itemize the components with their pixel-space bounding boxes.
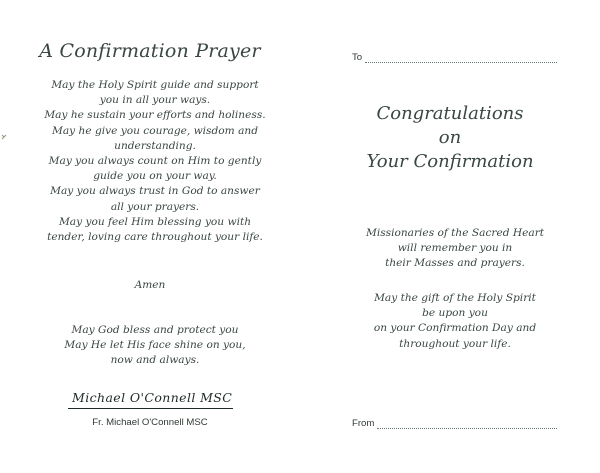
gift-line: be upon you xyxy=(422,307,488,320)
gift-line: on your Confirmation Day and xyxy=(373,322,537,335)
from-dotted-line xyxy=(377,420,557,429)
blessing-line: now and always. xyxy=(110,354,200,367)
to-label: To xyxy=(352,52,363,63)
heading-line: on xyxy=(438,127,462,148)
prayer-title: A Confirmation Prayer xyxy=(39,40,261,62)
signature-handwriting: Michael O'Connell MSC xyxy=(72,390,233,405)
prayer-text xyxy=(40,78,270,245)
missionaries-line: will remember you in xyxy=(397,242,513,255)
gift-text xyxy=(340,291,570,352)
greeting-panel xyxy=(300,0,600,473)
heading-line: Your Confirmation xyxy=(366,151,534,172)
to-field xyxy=(352,52,557,63)
signature xyxy=(68,388,238,414)
margin-mark xyxy=(1,134,7,140)
prayer-line: understanding. xyxy=(114,139,196,152)
congratulations-heading xyxy=(300,102,600,174)
amen-text: Amen xyxy=(134,279,166,291)
prayer-line: guide you on your way. xyxy=(93,170,217,183)
signature-line xyxy=(68,408,233,409)
from-label: From xyxy=(352,418,375,429)
prayer-line: May he sustain your efforts and holiness. xyxy=(44,109,266,122)
from-field xyxy=(352,418,557,429)
prayer-line: all your prayers. xyxy=(110,200,200,213)
prayer-line: tender, loving care throughout your life. xyxy=(47,231,263,244)
blessing-text xyxy=(40,323,270,369)
to-dotted-line xyxy=(365,54,557,63)
prayer-line: May you always count on Him to gently xyxy=(48,155,262,168)
prayer-line: May you feel Him blessing you with xyxy=(58,215,252,228)
missionaries-line: Missionaries of the Sacred Heart xyxy=(365,227,545,239)
prayer-line: May he give you courage, wisdom and xyxy=(51,124,258,137)
gift-line: throughout your life. xyxy=(399,337,511,350)
blessing-line: May God bless and protect you xyxy=(71,324,239,336)
prayer-line: you in all your ways. xyxy=(99,94,211,107)
blessing-line: May He let His face shine on you, xyxy=(64,339,246,352)
missionaries-text xyxy=(340,226,570,272)
gift-line: May the gift of the Holy Spirit xyxy=(374,292,536,304)
missionaries-line: their Masses and prayers. xyxy=(385,257,525,270)
signer-name: Fr. Michael O'Connell MSC xyxy=(92,417,208,428)
heading-line: Congratulations xyxy=(376,103,524,124)
prayer-line: May you always trust in God to answer xyxy=(50,185,260,198)
prayer-line: May the Holy Spirit guide and support xyxy=(51,79,259,91)
